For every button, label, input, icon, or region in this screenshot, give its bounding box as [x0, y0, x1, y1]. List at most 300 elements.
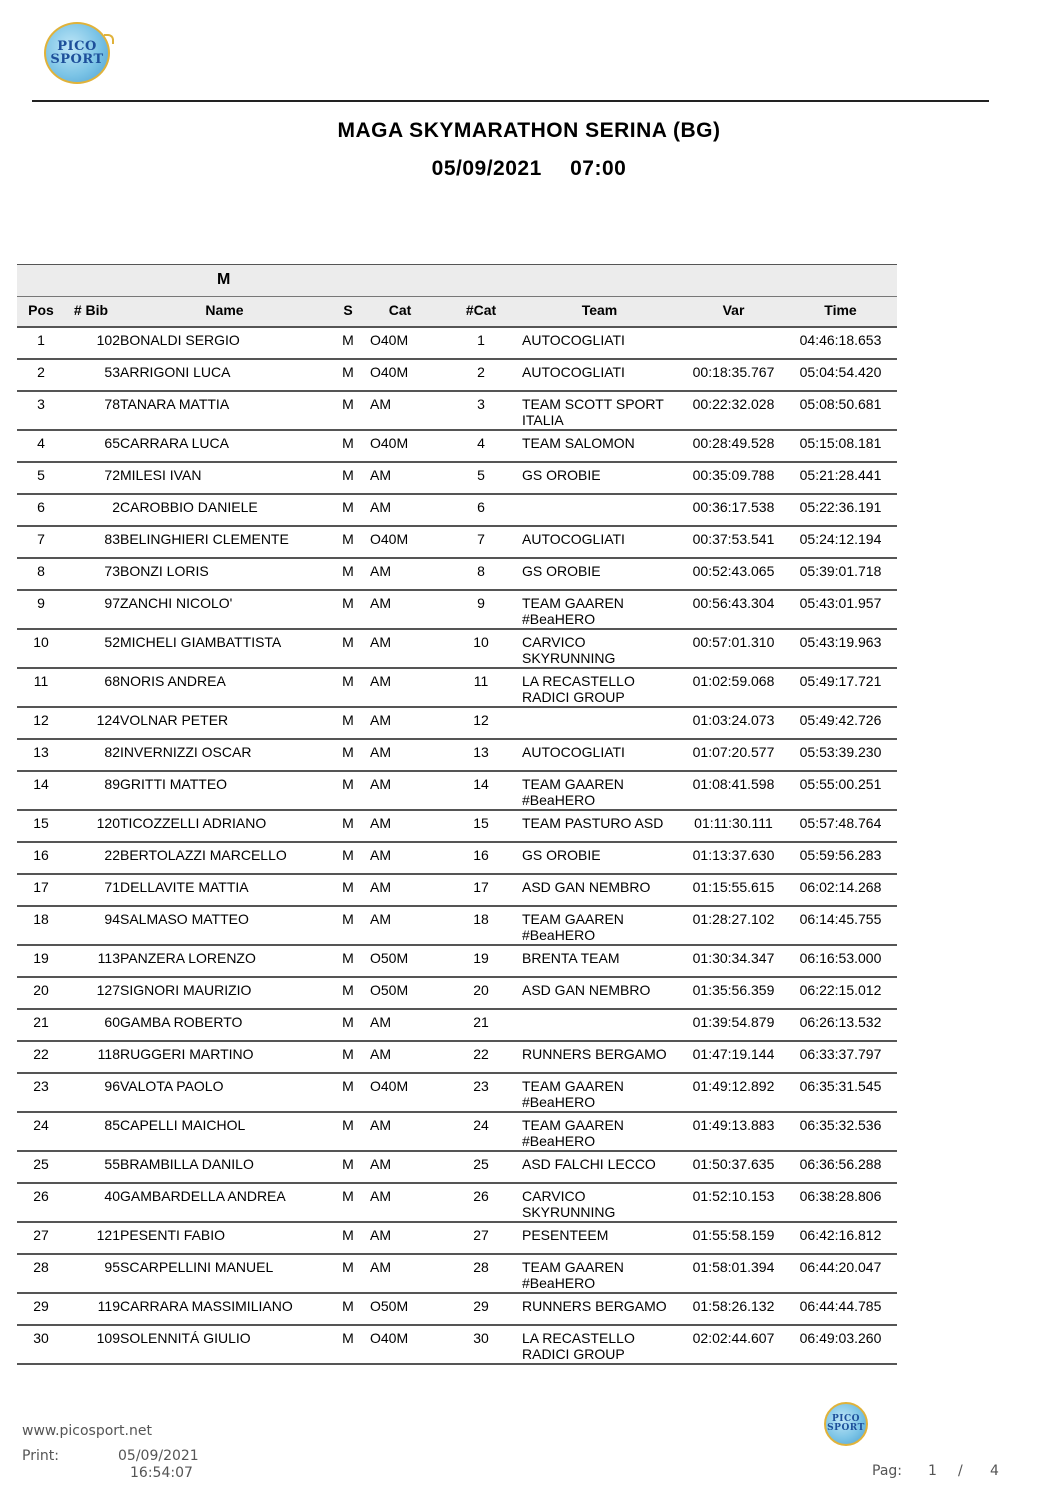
- row-team: [522, 911, 677, 943]
- row-team-line: SKYRUNNING: [522, 650, 616, 666]
- row-cat-rank: 23: [473, 1078, 489, 1094]
- row-team: [522, 1078, 677, 1110]
- row-pos: 18: [33, 911, 49, 927]
- row-name: GAMBARDELLA ANDREA: [120, 1188, 286, 1204]
- table-header: [17, 296, 897, 328]
- row-category: O50M: [370, 982, 409, 998]
- category-band: [17, 264, 897, 296]
- row-pos: 16: [33, 847, 49, 863]
- row-team-line: #BeaHERO: [522, 1133, 596, 1149]
- row-category: O50M: [370, 1298, 409, 1314]
- row-bib: 89: [104, 776, 120, 792]
- row-team-line: RUNNERS BERGAMO: [522, 1046, 667, 1062]
- row-team-line: AUTOCOGLIATI: [522, 744, 625, 760]
- row-gap: 00:22:32.028: [692, 396, 775, 412]
- row-cat-rank: 4: [477, 435, 485, 451]
- row-sex: M: [342, 776, 354, 792]
- row-team-line: RUNNERS BERGAMO: [522, 1298, 667, 1314]
- row-bib: 102: [96, 332, 120, 348]
- table-row: [17, 978, 897, 1010]
- row-name: GRITTI MATTEO: [120, 776, 228, 792]
- row-team: [522, 634, 677, 666]
- col-cat-rank-header: #Cat: [465, 302, 497, 318]
- row-name: PESENTI FABIO: [120, 1227, 226, 1243]
- row-sex: M: [342, 1259, 354, 1275]
- row-sex: M: [342, 847, 354, 863]
- row-team-line: ASD GAN NEMBRO: [522, 879, 651, 895]
- table-row: [17, 1010, 897, 1042]
- row-pos: 11: [33, 673, 49, 689]
- footer-page-total: 4: [990, 1463, 999, 1479]
- row-cat-rank: 26: [473, 1188, 489, 1204]
- row-cat-rank: 25: [473, 1156, 489, 1172]
- row-sex: M: [342, 879, 354, 895]
- row-time: 06:22:15.012: [799, 982, 882, 998]
- row-team: [522, 1188, 677, 1220]
- row-pos: 19: [33, 950, 49, 966]
- row-pos: 4: [37, 435, 45, 451]
- row-team: [522, 982, 677, 998]
- col-sex-header: S: [343, 302, 353, 318]
- row-gap: 00:36:17.538: [692, 499, 775, 515]
- row-gap: 01:15:55.615: [692, 879, 775, 895]
- row-team-line: TEAM GAAREN: [522, 1259, 624, 1275]
- footer-print-time: 16:54:07: [130, 1465, 193, 1481]
- col-pos-header: Pos: [28, 302, 54, 318]
- row-gap: 01:52:10.153: [692, 1188, 775, 1204]
- row-team: [522, 435, 677, 451]
- row-category: AM: [370, 673, 391, 689]
- row-team-line: AUTOCOGLIATI: [522, 364, 625, 380]
- table-row: [17, 772, 897, 811]
- row-pos: 29: [33, 1298, 49, 1314]
- row-cat-rank: 17: [473, 879, 489, 895]
- row-team-line: ASD FALCHI LECCO: [522, 1156, 656, 1172]
- row-category: O40M: [370, 435, 409, 451]
- row-team-line: TEAM GAAREN: [522, 911, 624, 927]
- row-name: SCARPELLINI MANUEL: [120, 1259, 274, 1275]
- row-category: O40M: [370, 531, 409, 547]
- row-team: [522, 396, 677, 428]
- row-time: 05:39:01.718: [799, 563, 882, 579]
- row-team-line: RADICI GROUP: [522, 689, 625, 705]
- pico-sport-logo-footer: PICO SPORT: [824, 1402, 868, 1446]
- row-gap: 01:55:58.159: [692, 1227, 775, 1243]
- row-time: 05:49:17.721: [799, 673, 882, 689]
- row-team: [522, 467, 677, 483]
- table-row: [17, 1113, 897, 1152]
- event-date: 05/09/2021: [431, 157, 542, 180]
- table-row: [17, 1326, 897, 1365]
- row-time: 05:08:50.681: [799, 396, 882, 412]
- row-cat-rank: 2: [477, 364, 485, 380]
- row-gap: 01:47:19.144: [692, 1046, 775, 1062]
- row-name: VALOTA PAOLO: [120, 1078, 224, 1094]
- row-team: [522, 1330, 677, 1362]
- row-bib: 82: [104, 744, 120, 760]
- footer-page-separator: /: [958, 1463, 963, 1479]
- row-sex: M: [342, 563, 354, 579]
- row-cat-rank: 19: [473, 950, 489, 966]
- row-pos: 30: [33, 1330, 49, 1346]
- row-time: 06:44:44.785: [799, 1298, 882, 1314]
- row-pos: 1: [37, 332, 45, 348]
- row-cat-rank: 24: [473, 1117, 489, 1133]
- row-sex: M: [342, 712, 354, 728]
- row-team: [522, 1227, 677, 1243]
- row-time: 05:57:48.764: [799, 815, 882, 831]
- row-category: AM: [370, 1156, 391, 1172]
- row-pos: 7: [37, 531, 45, 547]
- row-team-line: TEAM GAAREN: [522, 595, 624, 611]
- row-team: [522, 673, 677, 705]
- row-category: AM: [370, 634, 391, 650]
- row-team: [522, 563, 677, 579]
- row-time: 06:26:13.532: [799, 1014, 882, 1030]
- row-category: AM: [370, 1259, 391, 1275]
- row-pos: 26: [33, 1188, 49, 1204]
- row-category: AM: [370, 1046, 391, 1062]
- table-row: [17, 1042, 897, 1074]
- row-name: BELINGHIERI CLEMENTE: [120, 531, 289, 547]
- row-cat-rank: 29: [473, 1298, 489, 1314]
- row-category: AM: [370, 847, 391, 863]
- row-time: 05:15:08.181: [799, 435, 882, 451]
- row-team-line: SKYRUNNING: [522, 1204, 616, 1220]
- row-sex: M: [342, 1156, 354, 1172]
- row-cat-rank: 28: [473, 1259, 489, 1275]
- row-category: O40M: [370, 364, 409, 380]
- row-team-line: TEAM GAAREN: [522, 1078, 624, 1094]
- row-pos: 20: [33, 982, 49, 998]
- row-team-line: ITALIA: [522, 412, 564, 428]
- row-cat-rank: 13: [473, 744, 489, 760]
- row-bib: 97: [104, 595, 120, 611]
- table-row: [17, 392, 897, 431]
- row-time: 05:43:01.957: [799, 595, 882, 611]
- row-pos: 27: [33, 1227, 49, 1243]
- row-cat-rank: 20: [473, 982, 489, 998]
- row-category: AM: [370, 815, 391, 831]
- row-team-line: RADICI GROUP: [522, 1346, 625, 1362]
- row-gap: 01:39:54.879: [692, 1014, 775, 1030]
- row-bib: 121: [96, 1227, 120, 1243]
- row-team: [522, 744, 677, 760]
- row-sex: M: [342, 1298, 354, 1314]
- row-sex: M: [342, 950, 354, 966]
- table-row: [17, 495, 897, 527]
- row-team-line: GS OROBIE: [522, 563, 601, 579]
- row-time: 06:14:45.755: [799, 911, 882, 927]
- row-category: AM: [370, 1117, 391, 1133]
- row-time: 06:33:37.797: [799, 1046, 882, 1062]
- row-bib: 68: [104, 673, 120, 689]
- row-sex: M: [342, 1227, 354, 1243]
- row-sex: M: [342, 1078, 354, 1094]
- event-start-time: 07:00: [570, 157, 627, 180]
- row-pos: 22: [33, 1046, 49, 1062]
- table-row: [17, 1184, 897, 1223]
- row-name: GAMBA ROBERTO: [120, 1014, 243, 1030]
- row-gap: 01:08:41.598: [692, 776, 775, 792]
- footer-url: www.picosport.net: [22, 1423, 152, 1439]
- row-bib: 71: [104, 879, 120, 895]
- row-sex: M: [342, 499, 354, 515]
- table-row: [17, 463, 897, 495]
- row-bib: 113: [97, 950, 120, 966]
- footer-page-number: 1: [928, 1463, 937, 1479]
- row-bib: 2: [112, 499, 120, 515]
- row-time: 05:04:54.420: [799, 364, 882, 380]
- footer-print-label: Print:: [22, 1448, 59, 1464]
- row-team: [522, 595, 677, 627]
- row-cat-rank: 21: [473, 1014, 489, 1030]
- row-sex: M: [342, 911, 354, 927]
- row-time: 06:44:20.047: [799, 1259, 882, 1275]
- row-bib: 109: [96, 1330, 120, 1346]
- row-pos: 17: [33, 879, 49, 895]
- row-cat-rank: 6: [477, 499, 485, 515]
- row-team-line: AUTOCOGLIATI: [522, 332, 625, 348]
- row-bib: 40: [104, 1188, 120, 1204]
- table-row: [17, 328, 897, 360]
- row-sex: M: [342, 673, 354, 689]
- row-gap: 00:52:43.065: [692, 563, 775, 579]
- row-team: [522, 1046, 677, 1062]
- table-row: [17, 708, 897, 740]
- row-sex: M: [342, 467, 354, 483]
- row-team-line: #BeaHERO: [522, 792, 596, 808]
- row-gap: 01:50:37.635: [692, 1156, 775, 1172]
- row-bib: 94: [104, 911, 120, 927]
- row-pos: 10: [33, 634, 49, 650]
- table-row: [17, 559, 897, 591]
- row-category: O40M: [370, 332, 409, 348]
- row-time: 05:59:56.283: [799, 847, 882, 863]
- table-row: [17, 946, 897, 978]
- row-gap: 01:58:26.132: [692, 1298, 775, 1314]
- row-sex: M: [342, 634, 354, 650]
- row-bib: 60: [104, 1014, 120, 1030]
- row-time: 06:38:28.806: [799, 1188, 882, 1204]
- row-pos: 28: [33, 1259, 49, 1275]
- row-pos: 5: [37, 467, 45, 483]
- row-name: BONALDI SERGIO: [120, 332, 240, 348]
- row-name: MICHELI GIAMBATTISTA: [120, 634, 282, 650]
- row-name: VOLNAR PETER: [120, 712, 229, 728]
- row-name: SOLENNITÁ GIULIO: [120, 1330, 251, 1346]
- row-name: SIGNORI MAURIZIO: [120, 982, 252, 998]
- logo-ring-decoration: [104, 34, 114, 44]
- row-cat-rank: 18: [473, 911, 489, 927]
- row-bib: 83: [104, 531, 120, 547]
- row-time: 06:35:31.545: [799, 1078, 882, 1094]
- row-name: SALMASO MATTEO: [120, 911, 249, 927]
- table-row: [17, 360, 897, 392]
- row-gap: 01:35:56.359: [692, 982, 775, 998]
- col-name-header: Name: [205, 302, 244, 318]
- row-pos: 13: [33, 744, 49, 760]
- row-gap: 00:35:09.788: [692, 467, 775, 483]
- row-bib: 119: [97, 1298, 120, 1314]
- row-category: AM: [370, 1227, 391, 1243]
- row-sex: M: [342, 982, 354, 998]
- row-name: BERTOLAZZI MARCELLO: [120, 847, 287, 863]
- row-team-line: #BeaHERO: [522, 1094, 596, 1110]
- row-pos: 25: [33, 1156, 49, 1172]
- col-var-header: Var: [722, 302, 745, 318]
- row-cat-rank: 16: [473, 847, 489, 863]
- table-row: [17, 1294, 897, 1326]
- table-row: [17, 630, 897, 669]
- row-cat-rank: 14: [473, 776, 489, 792]
- row-gap: 02:02:44.607: [692, 1330, 775, 1346]
- row-name: RUGGERI MARTINO: [120, 1046, 254, 1062]
- row-name: ARRIGONI LUCA: [120, 364, 231, 380]
- row-team-line: LA RECASTELLO: [522, 673, 635, 689]
- row-time: 05:43:19.963: [799, 634, 882, 650]
- row-cat-rank: 30: [473, 1330, 489, 1346]
- row-time: 06:42:16.812: [799, 1227, 882, 1243]
- row-time: 05:49:42.726: [799, 712, 882, 728]
- row-cat-rank: 15: [473, 815, 489, 831]
- row-name: CARRARA MASSIMILIANO: [120, 1298, 293, 1314]
- row-bib: 65: [104, 435, 120, 451]
- row-category: AM: [370, 563, 391, 579]
- row-pos: 2: [37, 364, 45, 380]
- row-team: [522, 815, 677, 831]
- footer-print-date: 05/09/2021: [118, 1448, 199, 1464]
- table-row: [17, 669, 897, 708]
- row-time: 06:36:56.288: [799, 1156, 882, 1172]
- row-pos: 15: [33, 815, 49, 831]
- table-body: [17, 328, 897, 1365]
- row-bib: 22: [104, 847, 120, 863]
- row-category: AM: [370, 911, 391, 927]
- row-cat-rank: 1: [477, 332, 485, 348]
- row-pos: 9: [37, 595, 45, 611]
- row-cat-rank: 10: [473, 634, 489, 650]
- row-bib: 95: [104, 1259, 120, 1275]
- row-team-line: TEAM SCOTT SPORT: [522, 396, 664, 412]
- row-gap: 01:13:37.630: [692, 847, 775, 863]
- event-date-time: [0, 157, 1058, 181]
- table-row: [17, 1074, 897, 1113]
- row-time: 05:55:00.251: [799, 776, 882, 792]
- row-sex: M: [342, 364, 354, 380]
- event-title: MAGA SKYMARATHON SERINA (BG): [337, 119, 721, 142]
- row-time: 06:16:53.000: [799, 950, 882, 966]
- row-team: [522, 332, 677, 348]
- row-bib: 127: [96, 982, 120, 998]
- table-row: [17, 527, 897, 559]
- table-row: [17, 1223, 897, 1255]
- row-category: AM: [370, 396, 391, 412]
- row-gap: 01:58:01.394: [692, 1259, 775, 1275]
- row-gap: 00:56:43.304: [692, 595, 775, 611]
- pico-sport-logo: PICO SPORT: [44, 22, 110, 84]
- row-pos: 8: [37, 563, 45, 579]
- row-category: O40M: [370, 1078, 409, 1094]
- row-category: AM: [370, 776, 391, 792]
- row-cat-rank: 22: [473, 1046, 489, 1062]
- row-category: AM: [370, 467, 391, 483]
- row-team-line: #BeaHERO: [522, 1275, 596, 1291]
- row-team-line: AUTOCOGLIATI: [522, 531, 625, 547]
- row-name: CAPELLI MAICHOL: [120, 1117, 246, 1133]
- row-time: 06:49:03.260: [799, 1330, 882, 1346]
- row-cat-rank: 5: [477, 467, 485, 483]
- row-name: BRAMBILLA DANILO: [120, 1156, 254, 1172]
- row-gap: 00:37:53.541: [692, 531, 775, 547]
- row-time: 05:53:39.230: [799, 744, 882, 760]
- row-team-line: PESENTEEM: [522, 1227, 609, 1243]
- row-sex: M: [342, 332, 354, 348]
- row-sex: M: [342, 815, 354, 831]
- row-cat-rank: 3: [477, 396, 485, 412]
- row-team: [522, 879, 677, 895]
- table-row: [17, 875, 897, 907]
- row-team-line: #BeaHERO: [522, 927, 596, 943]
- table-row: [17, 1152, 897, 1184]
- row-pos: 14: [33, 776, 49, 792]
- row-bib: 72: [104, 467, 120, 483]
- row-category: AM: [370, 744, 391, 760]
- row-gap: 01:28:27.102: [692, 911, 775, 927]
- table-row: [17, 907, 897, 946]
- row-gap: 01:11:30.111: [694, 815, 773, 831]
- row-team: [522, 847, 677, 863]
- row-team: [522, 950, 677, 966]
- row-pos: 3: [37, 396, 45, 412]
- row-team-line: #BeaHERO: [522, 611, 596, 627]
- row-team: [522, 531, 677, 547]
- row-team: [522, 364, 677, 380]
- row-category: AM: [370, 1014, 391, 1030]
- row-sex: M: [342, 744, 354, 760]
- row-sex: M: [342, 1188, 354, 1204]
- row-team: [522, 776, 677, 808]
- row-sex: M: [342, 1117, 354, 1133]
- row-time: 06:35:32.536: [799, 1117, 882, 1133]
- row-team-line: ASD GAN NEMBRO: [522, 982, 651, 998]
- table-row: [17, 740, 897, 772]
- row-gap: 00:18:35.767: [692, 364, 775, 380]
- row-team-line: BRENTA TEAM: [522, 950, 620, 966]
- row-category: AM: [370, 499, 391, 515]
- row-pos: 6: [37, 499, 45, 515]
- row-sex: M: [342, 595, 354, 611]
- row-bib: 118: [97, 1046, 120, 1062]
- table-row: [17, 431, 897, 463]
- row-team-line: CARVICO: [522, 1188, 586, 1204]
- row-name: TICOZZELLI ADRIANO: [120, 815, 267, 831]
- row-bib: 55: [104, 1156, 120, 1172]
- row-cat-rank: 9: [477, 595, 485, 611]
- row-name: PANZERA LORENZO: [120, 950, 256, 966]
- row-name: ZANCHI NICOLO': [120, 595, 233, 611]
- row-name: MILESI IVAN: [120, 467, 202, 483]
- row-category: AM: [370, 712, 391, 728]
- row-name: DELLAVITE MATTIA: [120, 879, 249, 895]
- table-row: [17, 591, 897, 630]
- col-cat-header: Cat: [388, 302, 412, 318]
- row-category: AM: [370, 1188, 391, 1204]
- table-row: [17, 1255, 897, 1294]
- row-pos: 24: [33, 1117, 49, 1133]
- footer-page-label: Pag:: [872, 1463, 902, 1479]
- row-time: 05:22:36.191: [799, 499, 882, 515]
